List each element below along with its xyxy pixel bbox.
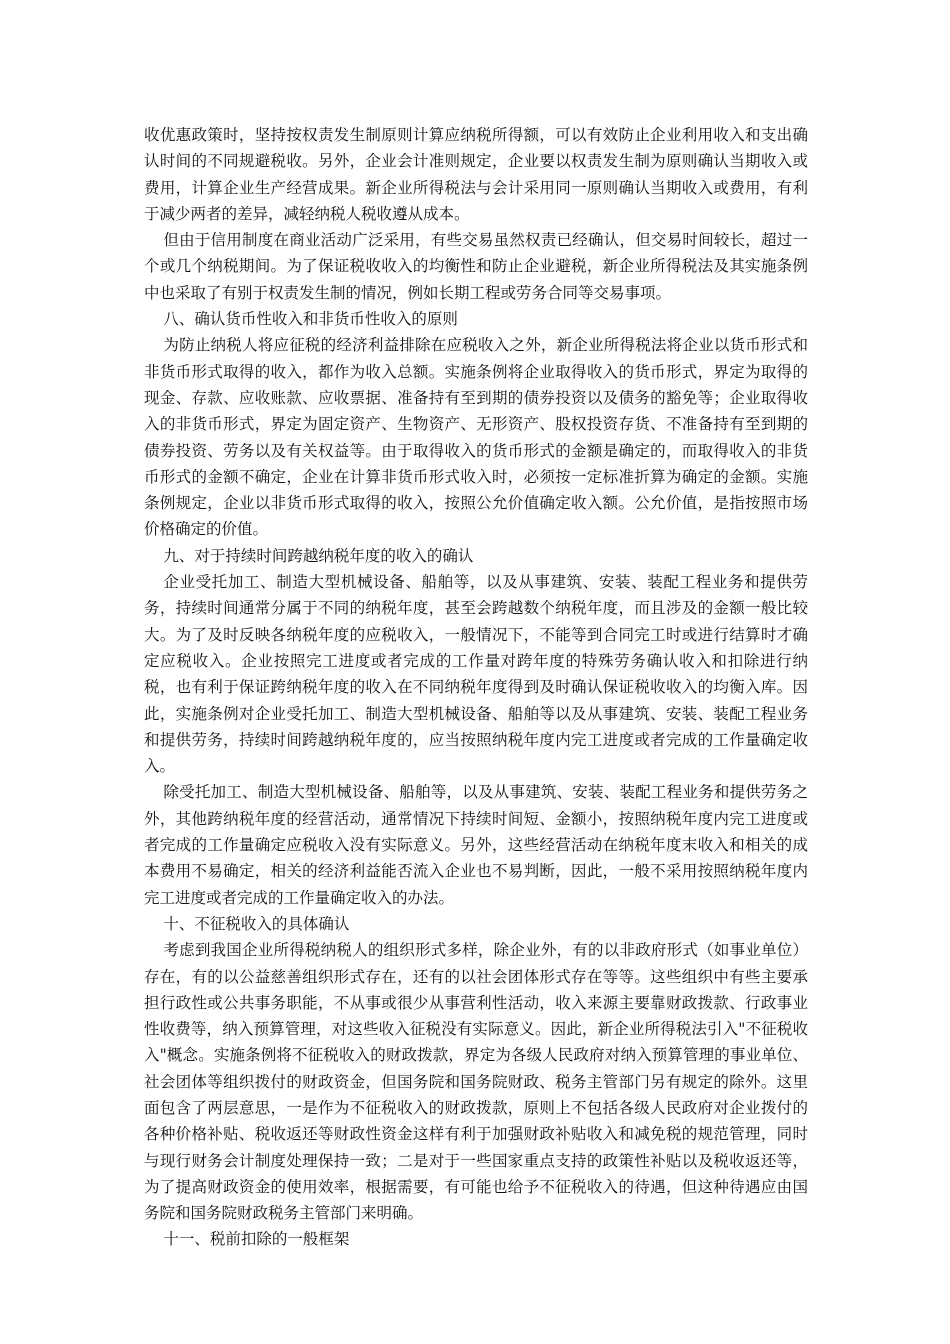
paragraph-accrual-continued: 收优惠政策时，坚持按权责发生制原则计算应纳税所得额，可以有效防止企业利用收入和支出确认时间的不同规避税收。另外，企业会计准则规定，企业要以权责发生制为原则确认当期收入或费用，计算企业生产经营成果。新企业所得税法与会计采用同一原则确认当期收入或费用，有利于减少两者的差异，减轻纳税人税收遵从成本。 (144, 126, 808, 223)
section-heading-10: 十、不征税收入的具体确认 (163, 914, 350, 933)
paragraph-credit-system: 但由于信用制度在商业活动广泛采用，有些交易虽然权责已经确认，但交易时间较长，超过一个或几个纳税期间。为了保证税收收入的均衡性和防止企业避税，新企业所得税法及其实施条例中也采取了有别于权责发生制的情况，例如长期工程或劳务合同等交易事项。 (144, 231, 808, 302)
section-heading-8: 八、确认货币性收入和非货币性收入的原则 (163, 310, 458, 329)
paragraph-cross-year-income: 企业受托加工、制造大型机械设备、船舶等，以及从事建筑、安装、装配工程业务和提供劳务，持续时间通常分属于不同的纳税年度，甚至会跨越数个纳税年度，而且涉及的金额一般比较大。为了及时反映各纳税年度的应税收入，一般情况下，不能等到合同完工时或进行结算时才确定应税收入。企业按照完工进度或者完成的工作量对跨年度的特殊劳务确认收入和扣除进行纳税，也有利于保证跨纳税年度的收入在不同纳税年度得到及时确认保证税收收入的均衡入库。因此，实施条例对企业受托加工、制造大型机械设备、船舶等以及从事建筑、安装、装配工程业务和提供劳务，持续时间跨越纳税年度的，应当按照纳税年度内完工进度或者完成的工作量确定收入。 (144, 573, 808, 776)
document-body (144, 122, 808, 1253)
section-heading-9: 九、对于持续时间跨越纳税年度的收入的确认 (163, 546, 474, 565)
section-heading-11: 十一、税前扣除的一般框架 (163, 1230, 350, 1249)
paragraph-monetary-income: 为防止纳税人将应征税的经济利益排除在应税收入之外，新企业所得税法将企业以货币形式和非货币形式取得的收入，都作为收入总额。实施条例将企业取得收入的货币形式，界定为取得的现金、存款、应收账款、应收票据、准备持有至到期的债券投资以及债务的豁免等；企业取得收入的非货币形式，界定为固定资产、生物资产、无形资产、股权投资存货、不准备持有至到期的债券投资、劳务以及有关权益等。由于取得收入的货币形式的金额是确定的，而取得收入的非货币形式的金额不确定，企业在计算非货币形式收入时，必须按一定标准折算为确定的金额。实施条例规定，企业以非货币形式取得的收入，按照公允价值确定收入额。公允价值，是指按照市场价格确定的价值。 (144, 336, 808, 539)
paragraph-non-taxable-income: 考虑到我国企业所得税纳税人的组织形式多样，除企业外，有的以非政府形式（如事业单位）存在，有的以公益慈善组织形式存在，还有的以社会团体形式存在等等。这些组织中有些主要承担行政性或公共事务职能，不从事或很少从事营利性活动，收入来源主要靠财政拨款、行政事业性收费等，纳入预算管理，对这些收入征税没有实际意义。因此，新企业所得税法引入"不征税收入"概念。实施条例将不征税收入的财政拨款，界定为各级人民政府对纳入预算管理的事业单位、社会团体等组织拨付的财政资金，但国务院和国务院财政、税务主管部门另有规定的除外。这里面包含了两层意思，一是作为不征税收入的财政拨款，原则上不包括各级人民政府对企业拨付的各种价格补贴、税收返还等财政性资金这样有利于加强财政补贴收入和减免税的规范管理，同时与现行财务会计制度处理保持一致；二是对于一些国家重点支持的政策性补贴以及税收返还等，为了提高财政资金的使用效率，根据需要，有可能也给予不征税收入的待遇，但这种待遇应由国务院和国务院财政税务主管部门来明确。 (144, 941, 808, 1223)
paragraph-other-cross-year: 除受托加工、制造大型机械设备、船舶等，以及从事建筑、安装、装配工程业务和提供劳务之外，其他跨纳税年度的经营活动，通常情况下持续时间短、金额小，按照纳税年度内完工进度或者完成的工作量确定应税收入没有实际意义。另外，这些经营活动在纳税年度末收入和相关的成本费用不易确定，相关的经济利益能否流入企业也不易判断，因此，一般不采用按照纳税年度内完工进度或者完成的工作量确定收入的办法。 (144, 783, 808, 907)
